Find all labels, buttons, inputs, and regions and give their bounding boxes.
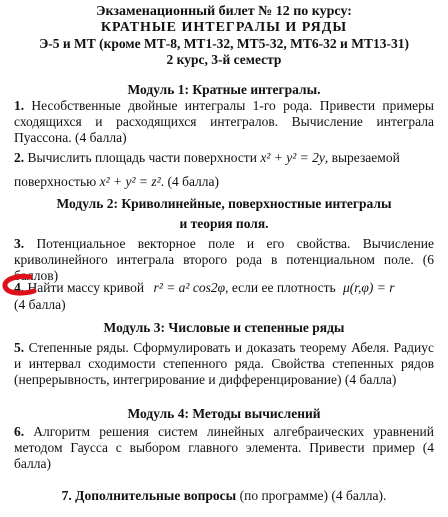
semester-line: 2 курс, 3-й семестр xyxy=(166,52,282,67)
module3-title: Модуль 3: Числовые и степенные ряды xyxy=(103,320,345,335)
module1-title: Модуль 1: Кратные интегралы. xyxy=(127,82,321,97)
module4-title: Модуль 4: Методы вычислений xyxy=(127,406,321,421)
question-4-formula-b: μ(r,φ) = r xyxy=(343,280,395,295)
question-2-text-a: Вычислить площадь части поверхности xyxy=(27,150,257,165)
question-7 xyxy=(0,488,448,504)
question-2-formula-a: x² + y² = 2y xyxy=(260,150,325,165)
question-2-text-d: . (4 балла) xyxy=(160,174,220,189)
question-4-text-a: Найти массу кривой xyxy=(27,280,145,295)
question-2-text-c: поверхностью xyxy=(14,174,97,189)
question-6 xyxy=(14,424,434,472)
question-7-title: 7. Дополнительные вопросы xyxy=(61,488,237,503)
question-4-text-b: , если ее плотность xyxy=(225,280,336,295)
question-5-number: 5. xyxy=(14,340,25,355)
question-3 xyxy=(14,236,434,284)
question-5 xyxy=(14,340,434,388)
question-4-points: (4 балла) xyxy=(14,297,66,312)
course-title: КРАТНЫЕ ИНТЕГРАЛЫ И РЯДЫ xyxy=(100,20,348,35)
question-4-line1 xyxy=(14,280,395,296)
question-4-number: 4. xyxy=(14,280,25,295)
groups-line: Э-5 и МТ (кроме МТ-8, МТ1-32, МТ5-32, МТ6-32 и МТ13-31) xyxy=(39,36,409,51)
question-1 xyxy=(14,98,434,146)
question-1-number: 1. xyxy=(14,98,25,113)
question-6-text: Алгоритм решения систем линейных алгебраических уравнений методом Гаусса с выбором главного элемента. Привести пример (4 балла) xyxy=(14,424,435,471)
question-3-number: 3. xyxy=(14,236,25,251)
question-5-text: Степенные ряды. Сформулировать и доказать теорему Абеля. Радиус и интервал сходимости степенного ряда. Свойства степенных рядов (непрерывность, интегрирование и дифференцирование) (4 балла) xyxy=(14,340,434,387)
question-3-text: Потенциальное векторное поле и его свойства. Вычисление криволинейного интеграла второго рода в потенциальном поле. (6 баллов) xyxy=(14,236,434,283)
question-2-line1 xyxy=(14,150,400,166)
question-2-number: 2. xyxy=(14,150,25,165)
module2-title-line2: и теория поля. xyxy=(179,216,269,231)
question-4-formula-a: r² = a² cos2φ xyxy=(153,280,226,295)
question-2-line2 xyxy=(14,174,219,190)
ticket-title: Экзаменационный билет № 12 по курсу: xyxy=(96,4,352,19)
question-1-text: Несобственные двойные интегралы 1-го рода. Привести примеры сходящихся и расходящихся интегралов. Вычисление интеграла Пуассона. (4 балла) xyxy=(14,98,434,145)
module2-title-line1: Модуль 2: Криволинейные, поверхностные интегралы xyxy=(56,196,392,211)
question-6-number: 6. xyxy=(14,424,25,439)
question-2-formula-b: x² + y² = z² xyxy=(99,174,161,189)
red-check-mark-icon xyxy=(0,273,40,299)
question-7-rest: (по программе) (4 балла). xyxy=(236,488,387,503)
question-2-text-b: , вырезаемой xyxy=(324,150,400,165)
